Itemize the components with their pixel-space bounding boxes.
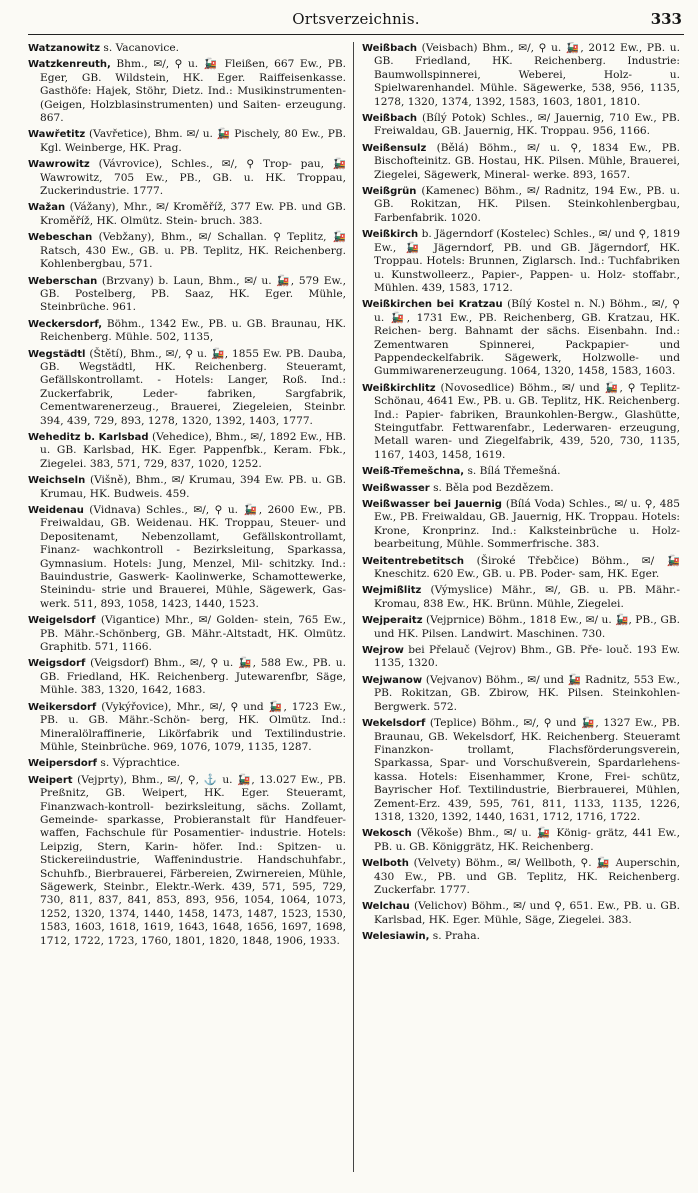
entry-headword: Wažan — [28, 202, 66, 214]
entry-headword: Weigsdorf — [28, 658, 86, 670]
directory-entry — [28, 275, 346, 315]
entry-text: (Vážany), Mhr., ✉/ Kroměříž, 377 Ew. PB. und GB. Kroměříž, HK. Olmütz. Stein- bruch. 383. — [40, 201, 346, 227]
entry-headword: Welboth — [362, 858, 409, 870]
directory-entry — [28, 158, 346, 198]
entry-headword: Weißkirchlitz — [362, 382, 436, 394]
directory-entry — [28, 701, 346, 755]
directory-entry — [28, 348, 346, 428]
directory-entry — [362, 614, 680, 641]
entry-headword: Wejrow — [362, 645, 404, 657]
directory-entry — [362, 498, 680, 552]
directory-entry — [362, 185, 680, 225]
entry-text: (Bílá Voda) Schles., ✉/ u. ⚲, 485 Ew., PB. Freiwaldau, GB. Jauernig, HK. Troppau. Hotels: Krone, Kronprinz. Ind.: Kalksteinbrüche u. Holz- bearbeitung, Mühle. Sommerfrische. 383. — [374, 498, 680, 551]
entry-headword: Weipert — [28, 774, 73, 786]
directory-entry — [28, 58, 346, 125]
directory-entry — [362, 382, 680, 462]
directory-entry — [28, 474, 346, 501]
directory-entry — [362, 112, 680, 139]
entry-text: (Veigsdorf) Bhm., ✉/, ⚲ u. 🚂, 588 Ew., PB. u. GB. Friedland, HK. Reichenberg. Jutewarenfbr, Säge, Mühle. 383, 1320, 1642, 1683. — [40, 657, 346, 697]
entry-headword: Wejperaitz — [362, 615, 423, 627]
entry-headword: Weißkirch — [362, 229, 419, 241]
directory-entry — [28, 318, 346, 345]
entry-headword: Weiß-Třemešchna, — [362, 466, 465, 478]
entry-text: (Štětí), Bhm., ✉/, ⚲ u. 🚂, 1855 Ew. PB. Dauba, GB. Wegstädtl, HK. Reichenberg. Steueramt, Gefällskontrollamt. - Hotels: Langer, Roß. Ind.: Zuckerfabrik, Leder- fabriken, Sargfabrik, Cementwarenerzeug., Brauerei, Ziegeleien, Steinbr. 394, 439, 729, 893, 1278, 1320, 1392, 1403, 1777. — [40, 347, 346, 427]
directory-entry — [362, 584, 680, 611]
entry-headword: Weitentrebetitsch — [362, 555, 464, 567]
entry-text: (Vigantice) Mhr., ✉/ Golden- stein, 765 Ew., PB. Mähr.-Schönberg, GB. Mähr.-Altstadt, HK. Olmütz. Graphitb. 571, 1166. — [40, 614, 346, 654]
entry-headword: Weißensulz — [362, 142, 427, 154]
entry-text: (Velichov) Böhm., ✉/ und ⚲, 651. Ew., PB. u. GB. Karlsbad, HK. Eger. Mühle, Säge, Ziegelei. 383. — [374, 900, 680, 926]
directory-entry — [362, 142, 680, 182]
directory-entry — [28, 774, 346, 948]
directory-entry — [362, 42, 680, 109]
page-number: 333 — [650, 10, 682, 28]
entry-text: (Vávrovice), Schles., ✉/, ⚲ Trop- pau, 🚂 Wawrowitz, 705 Ew., PB., GB. u. HK. Troppau, Zuckerindustrie. 1777. — [40, 158, 346, 198]
entry-text: (Bílý Kostel n. N.) Böhm., ✉/, ⚲ u. 🚂, 1731 Ew., PB. Reichenberg, GB. Kratzau, HK. Reichen- berg. Bahnamt der sächs. Eisenbahn. Ind.: Zementwaren Spinnerei, Packpapier- und Pappendeckelfabrik. Sägewerk, Holzwolle- und Gummiwarenerzeugung. 1064, 1320, 1458, 1583, 1603. — [374, 298, 680, 378]
entry-headword: Weißwasser bei Jauernig — [362, 499, 502, 510]
right-column — [362, 42, 680, 1182]
entry-headword: Wawřetitz — [28, 129, 86, 141]
entry-text: (Vykýřovice), Mhr., ✉/, ⚲ und 🚂, 1723 Ew., PB. u. GB. Mähr.-Schön- berg, HK. Olmütz. Ind.: Mineralölraffinerie, Likörfabrik und Textilindustrie. Mühle, Steinbrüche. 969, 1076, 1079, 1135, 1287. — [40, 700, 346, 753]
directory-entry — [362, 228, 680, 295]
entry-text: s. Vacanovice. — [103, 42, 179, 54]
directory-entry — [28, 504, 346, 611]
entry-text: (Vejprnice) Böhm., 1818 Ew., ✉/ u. 🚂, PB., GB. und HK. Pilsen. Landwirt. Maschinen. 730. — [374, 614, 680, 640]
entry-headword: Weipersdorf — [28, 758, 98, 770]
entry-text: (Výmyslice) Mähr., ✉/, GB. u. PB. Mähr.-Kromau, 838 Ew., HK. Brünn. Mühle, Ziegelei. — [374, 584, 680, 610]
entry-text: s. Praha. — [432, 930, 480, 943]
entry-text: (Široké Třebčice) Böhm., ✉/ 🚂 Kneschitz. 620 Ew., GB. u. PB. Poder- sam, HK. Eger. — [374, 554, 680, 581]
entry-text: s. Výprachtice. — [100, 757, 180, 770]
entry-text: (Veisbach) Bhm., ✉/, ⚲ u. 🚂, 2012 Ew., PB. u. GB. Friedland, HK. Reichenberg. Industrie: Baumwollspinnerei, Weberei, Holz- u. Spielwarenhandel. Mühle. Sägewerke, 538, 956, 1135, 1278, 1320, 1374, 1392, 1583, 1603, 1801, 1810. — [374, 42, 680, 108]
entry-headword: Wegstädtl — [28, 348, 86, 360]
entry-text: (Vehedice), Bhm., ✉/, 1892 Ew., HB. u. GB. Karlsbad, HK. Eger. Pappenfbk., Keram. Fbk., Ziegelei. 383, 571, 729, 837, 1020, 1252. — [40, 430, 346, 470]
entry-headword: Weberschan — [28, 275, 98, 287]
directory-entry — [28, 231, 346, 271]
entry-text: (Vidnava) Schles., ✉/, ⚲ u. 🚂, 2600 Ew., PB. Freiwaldau, GB. Weidenau. HK. Troppau, Steuer- und Depositenamt, Nebenzollamt, Gefällskontrollamt, Finanz- wachkontroll - Bezirksleitung, Sparkassa, Gymnasium. Hotels: Jung, Menzel, Mil- schitzky. Ind.: Bauindustrie, Gaswerk- Kaolinwerke, Schamottewerke, Steinindu- strie und Brauerei, Mühle, Sägewerk, Gas- werk. 511, 893, 1058, 1423, 1440, 1523. — [40, 504, 346, 610]
entry-headword: Welchau — [362, 901, 410, 913]
entry-text: (Teplice) Böhm., ✉/, ⚲ und 🚂, 1327 Ew., PB. Braunau, GB. Wekelsdorf, HK. Reichenberg. Steueramt Finanzkon- trollamt, Flachsförderungsverein, Sparkassa, Spar- und Vorschußverein, Spardarlehens- kassa. Hotels: Eisenhammer, Krone, Frei- schütz, Bayrischer Hof. Textilindustrie, Bierbrauerei, Mühlen, Zement-Erz. 439, 595, 761, 811, 1133, 1135, 1226, 1318, 1320, 1392, 1440, 1631, 1712, 1716, 1722. — [374, 717, 680, 823]
directory-entry — [362, 717, 680, 824]
directory-entry — [28, 614, 346, 654]
directory-entry — [28, 42, 346, 55]
entry-text: (Bělá) Böhm., ✉/ u. ⚲, 1834 Ew., PB. Bischofteinitz. GB. Hostau, HK. Pilsen. Mühle, Brauerei, Ziegelei, Sägewerk, Mineral- werke. 893, 1657. — [374, 141, 680, 181]
directory-entry — [362, 298, 680, 378]
entry-text: Bhm., ✉/, ⚲ u. 🚂 Fleißen, 667 Ew., PB. Eger, GB. Wildstein, HK. Eger. Raiffeisenkasse. Gasthöfe: Hajek, Stöhr, Dietz. Ind.: Musikinstrumenten- (Geigen, Holzblasinstrumenten) und Saiten- erzeugung. 867. — [40, 58, 346, 125]
entry-headword: Weißwasser — [362, 482, 430, 494]
page-title: Ortsverzeichnis. — [292, 10, 420, 28]
entry-headword: Weikersdorf — [28, 701, 97, 713]
entry-text: (Velvety) Böhm., ✉/ Wellboth, ⚲. 🚂 Auperschin, 430 Ew., PB. und GB. Teplitz, HK. Reichenberg. Zuckerfabr. 1777. — [374, 857, 680, 896]
entry-headword: Webeschan — [28, 232, 93, 244]
directory-entry — [28, 757, 346, 770]
entry-text: (Bílý Potok) Schles., ✉/ Jauernig, 710 Ew., PB. Freiwaldau, GB. Jauernig, HK. Troppau. 956, 1166. — [374, 112, 680, 138]
entry-headword: Weckersdorf, — [28, 318, 102, 330]
column-divider — [353, 42, 354, 1172]
directory-entry — [362, 857, 680, 897]
left-column — [28, 42, 346, 1182]
directory-entry — [28, 128, 346, 155]
entry-headword: Weißbach — [362, 113, 418, 125]
entry-text: (Novosedlice) Böhm., ✉/ und 🚂, ⚲ Teplitz-Schönau, 4641 Ew., PB. u. GB. Teplitz, HK. Reichenberg. Ind.: Papier- fabriken, Braunkohlen-Bergw., Glashütte, Steingutfabr. Fettwarenfabr., Lederwaren- erzeugung, Metall waren- und Ziegelfabrik, 439, 520, 730, 1135, 1167, 1403, 1458, 1619. — [374, 381, 680, 461]
entry-text: (Višně), Bhm., ✉/ Krumau, 394 Ew. PB. u. GB. Krumau, HK. Budweis. 459. — [40, 474, 346, 500]
entry-headword: Wejmißlitz — [362, 585, 422, 597]
directory-entry — [28, 657, 346, 697]
directory-entry — [362, 900, 680, 927]
directory-entry — [28, 431, 346, 471]
entry-headword: Wawrowitz — [28, 159, 90, 171]
directory-entry — [362, 555, 680, 582]
page-header — [28, 4, 684, 35]
entry-headword: Wejwanow — [362, 674, 423, 686]
entry-headword: Wekosch — [362, 828, 412, 840]
entry-headword: Weichseln — [28, 475, 86, 487]
entry-headword: Weißkirchen bei Kratzau — [362, 299, 503, 311]
entry-headword: Watzanowitz — [28, 43, 101, 54]
entry-headword: Weigelsdorf — [28, 615, 96, 627]
entry-text: (Vejvanov) Böhm., ✉/ und 🚂 Radnitz, 553 Ew., PB. Rokitzan, GB. Zbirow, HK. Pilsen. Steinkohlen-Bergwerk. 572. — [374, 673, 680, 713]
entry-headword: Wekelsdorf — [362, 718, 426, 730]
directory-entry — [362, 644, 680, 671]
entry-headword: Weheditz b. Karlsbad — [28, 431, 149, 443]
entry-headword: Watzkenreuth, — [28, 59, 111, 71]
entry-text: (Věkoše) Bhm., ✉/ u. 🚂 König- grätz, 441 Ew., PB. u. GB. Königgrätz, HK. Reichenberg. — [374, 827, 680, 853]
entry-headword: Welesiawin, — [362, 931, 430, 943]
entry-text: (Brzvany) b. Laun, Bhm., ✉/ u. 🚂, 579 Ew., GB. Postelberg, PB. Saaz, HK. Eger. Mühle, Steinbrüche. 961. — [40, 274, 346, 314]
entry-text: (Vavřetice), Bhm. ✉/ u. 🚂 Pischely, 80 Ew., PB. Kgl. Weinberge, HK. Prag. — [40, 128, 346, 154]
entry-headword: Weidenau — [28, 505, 84, 516]
directory-entry — [362, 930, 680, 943]
entry-text: s. Běla pod Bezdězem. — [433, 481, 554, 494]
entry-text: b. Jägerndorf (Kostelec) Schles., ✉/ und ⚲, 1819 Ew., 🚂 Jägerndorf, PB. und GB. Jägerndorf, HK. Troppau. Hotels: Brunnen, Ziglarsch. Ind.: Tuchfabriken u. Kunstwollеerz., Papier-, Pappen- u. Holz- stoffabr., Mühlen. 439, 1583, 1712. — [374, 228, 680, 294]
directory-entry — [28, 201, 346, 228]
directory-entry — [362, 674, 680, 714]
entry-text: s. Bílá Třemešná. — [467, 465, 561, 478]
directory-entry — [362, 465, 680, 478]
entry-headword: Weißbach — [362, 43, 418, 54]
two-column-body — [28, 42, 684, 1182]
directory-entry — [362, 827, 680, 854]
entry-text: (Vebžany), Bhm., ✉/ Schallan. ⚲ Teplitz, 🚂 Ratsch, 430 Ew., GB. u. PB. Teplitz, HK. Reichenberg. Kohlenbergbau, 571. — [40, 231, 346, 271]
entry-text: Böhm., 1342 Ew., PB. u. GB. Braunau, HK. Reichenberg. Mühle. 502, 1135, — [40, 317, 346, 344]
entry-text: (Kamenec) Böhm., ✉/ Radnitz, 194 Ew., PB. u. GB. Rokitzan, HK. Pilsen. Steinkohlenbergbau, Farbenfabrik. 1020. — [374, 185, 680, 224]
entry-text: (Vejprty), Bhm., ✉/, ⚲, ⚓ u. 🚂, 13.027 Ew., PB. Preßnitz, GB. Weipert, HK. Eger. Steueramt, Finanzwach-kontroll- bezirksleitung, sächs. Zollamt, Gemeinde- sparkasse, Probieranstalt für Handfeuer- waffen, Fachschule für Posamentier- industrie. Hotels: Leipzig, Stern, Karin- höfer. Ind.: Spitzen- u. Stickereiindustrie, Waffenindustrie. Handschuhfabr., Schuhfb., Bierbrauerei, Färbereien, Zwirnereien, Mühle, Sägewerk, Steinbr., Elektr.-Werk. 439, 571, 595, 729, 730, 811, 837, 841, 853, 893, 956, 1054, 1064, 1073, 1252, 1320, 1374, 1440, 1458, 1473, 1487, 1523, 1530, 1583, 1603, 1618, 1619, 1643, 1648, 1656, 1697, 1698, 1712, 1722, 1723, 1760, 1801, 1820, 1848, 1906, 1933. — [40, 773, 346, 947]
entry-headword: Weißgrün — [362, 186, 417, 198]
entry-text: bei Přelauč (Vejrov) Bhm., GB. Pře- louč. 193 Ew. 1135, 1320. — [374, 644, 680, 670]
directory-entry — [362, 482, 680, 495]
